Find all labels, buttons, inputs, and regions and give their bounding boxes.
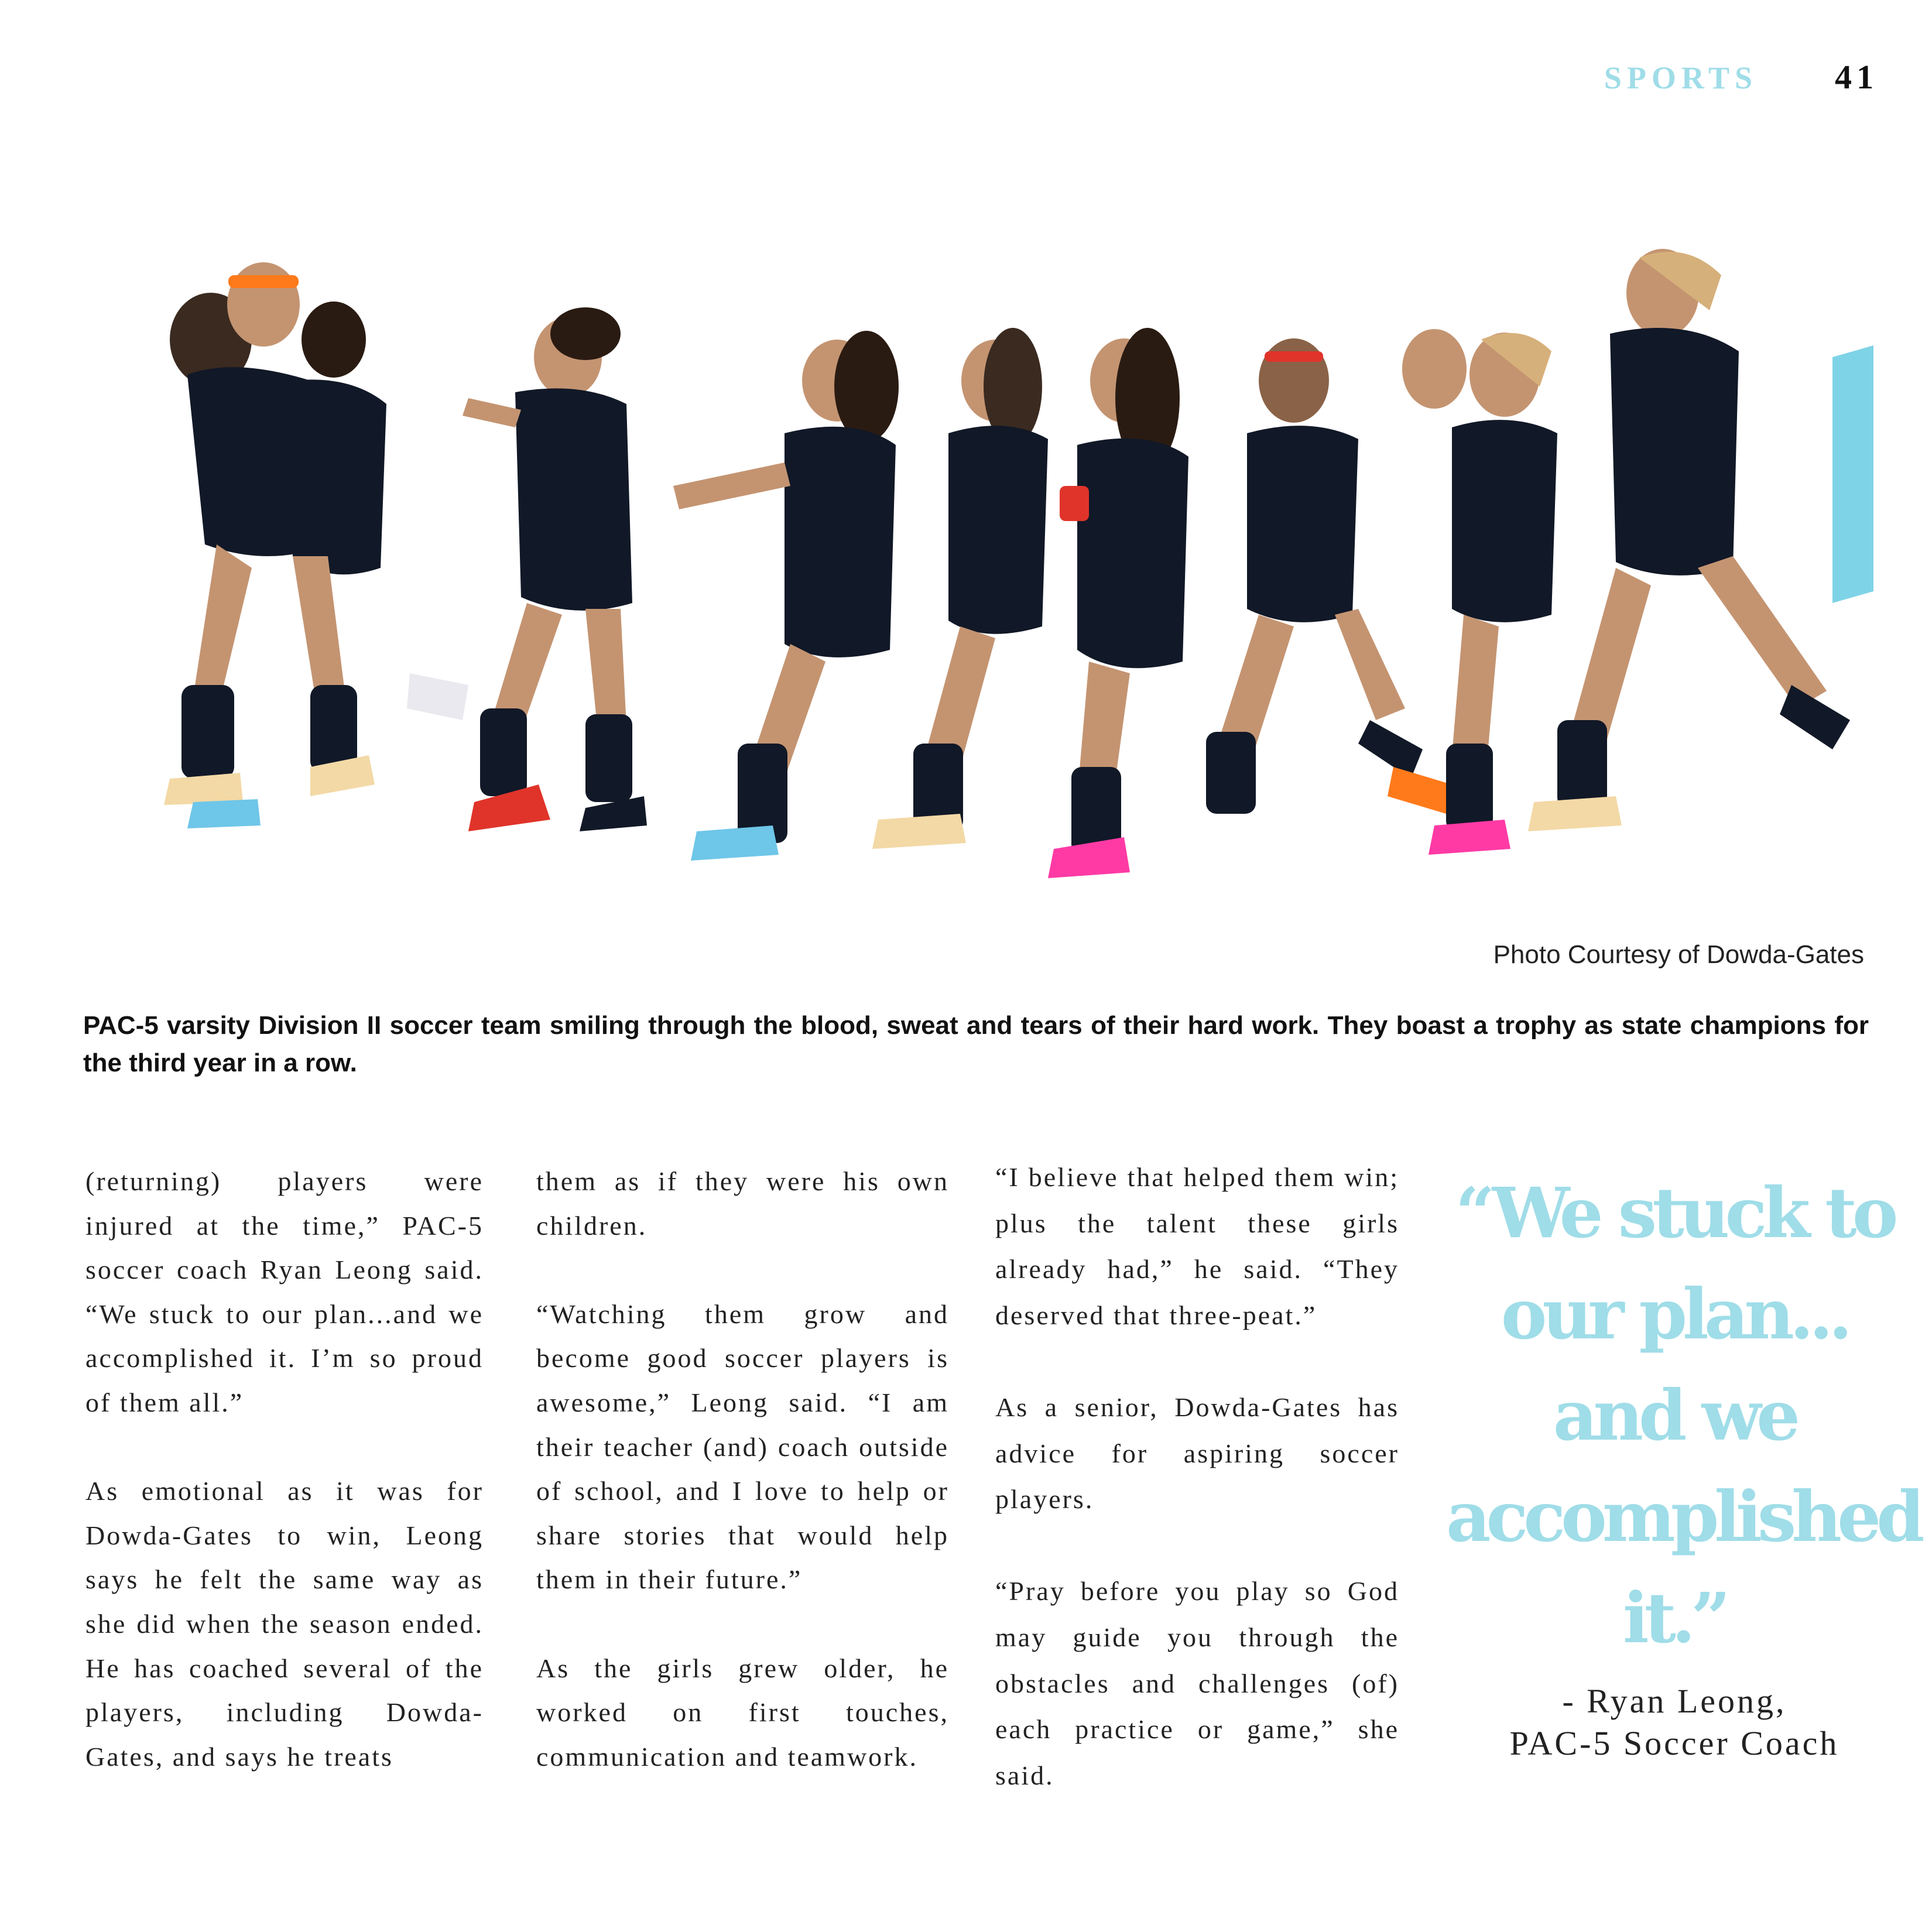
article-paragraph: As a senior, Dowda-Gates has advice for aspiring soccer players. bbox=[995, 1392, 1399, 1515]
section-label: SPORTS bbox=[1604, 60, 1758, 95]
photo-caption: PAC-5 varsity Division II soccer team smiling through the blood, sweat and tears of their hard work. They boast a trophy as state champions for the third year in a row. bbox=[83, 1011, 1869, 1077]
article-paragraph: “Watching them grow and become good soccer players is awesome,” Leong said. “I am their teacher (and) coach outside of school, and I love to help or share stories that would help them in their future.” bbox=[536, 1299, 949, 1595]
article-column-3 bbox=[995, 1155, 1399, 1799]
article-paragraph: As emotional as it was for Dowda-Gates to win, Leong says he felt the same way as she did when the season ended. He has coached several of the players, including Dowda-Gates, and says he treats bbox=[85, 1476, 484, 1772]
attribution-title: PAC-5 Soccer Coach bbox=[1509, 1724, 1839, 1762]
team-celebration-photo bbox=[117, 240, 1873, 913]
page-number: 41 bbox=[1835, 58, 1878, 96]
player-group-right bbox=[1206, 249, 1873, 855]
player-group-left bbox=[164, 262, 468, 828]
article-paragraph: “I believe that helped them win; plus the talent these girls already had,” he said. “They deserved that three-peat.” bbox=[995, 1162, 1399, 1330]
quote-attribution bbox=[1446, 1680, 1903, 1765]
article-column-1 bbox=[85, 1159, 484, 1779]
article-column-2 bbox=[536, 1159, 949, 1779]
pull-quote: “We stuck to our plan... and we accomplished it.” bbox=[1446, 1172, 1920, 1659]
attribution-name: - Ryan Leong, bbox=[1562, 1682, 1787, 1720]
player-number-5 bbox=[463, 307, 647, 831]
article-paragraph: “Pray before you play so God may guide you through the obstacles and challenges (of) each practice or game,” she said. bbox=[995, 1576, 1399, 1790]
article-paragraph: (returning) players were injured at the time,” PAC-5 soccer coach Ryan Leong said. “We stuck to our plan...and we accomplished it. I’m so proud of them all.” bbox=[85, 1166, 484, 1417]
player-group-middle bbox=[673, 328, 1188, 878]
article-paragraph: them as if they were his own children. bbox=[536, 1166, 949, 1241]
article-paragraph: As the girls grew older, he worked on first touches, communication and teamwork. bbox=[536, 1653, 949, 1772]
photo-credit: Photo Courtesy of Dowda-Gates bbox=[1493, 940, 1864, 969]
